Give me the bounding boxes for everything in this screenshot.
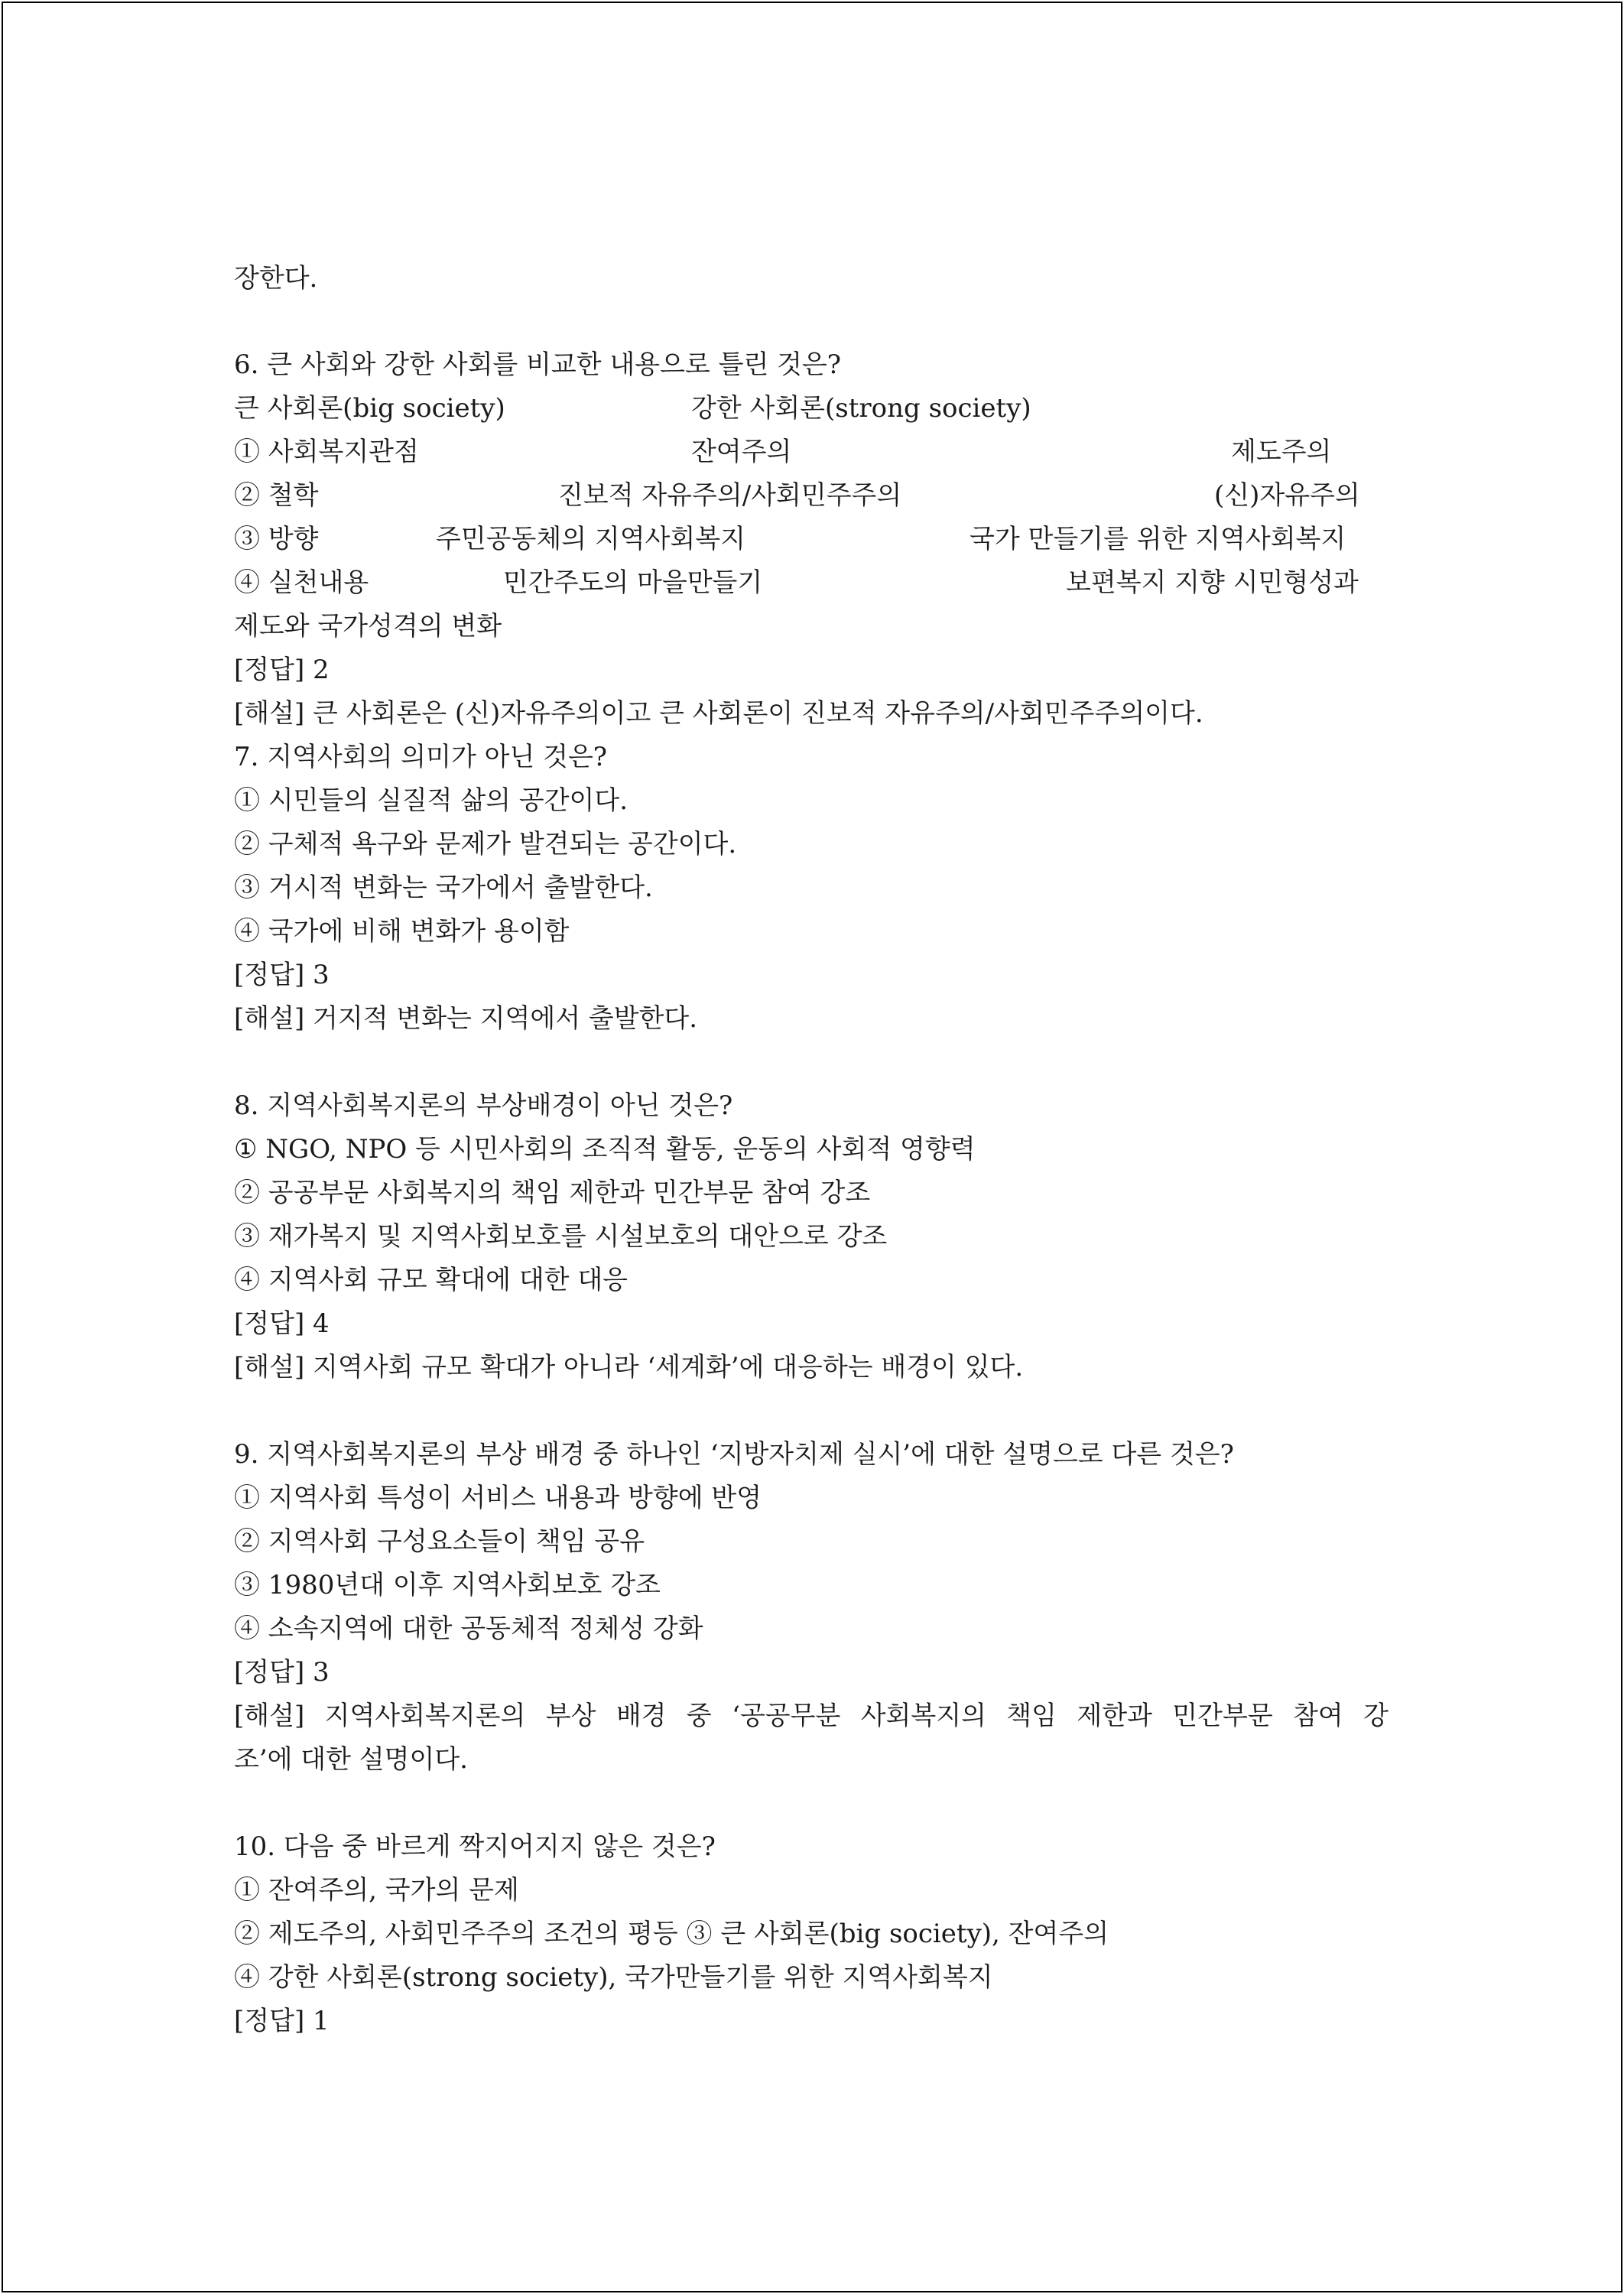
answer-10: [정답] 1: [234, 2006, 330, 2036]
question-6: 6. 큰 사회와 강한 사회를 비교한 내용으로 틀린 것은?: [234, 349, 842, 380]
q9-option-4: ④ 소속지역에 대한 공동체적 정체성 강화: [234, 1613, 703, 1644]
header-big-society: 큰 사회론(big society): [234, 393, 505, 424]
option-label: ① 사회복지관점: [234, 437, 419, 467]
explanation-8: [해설] 지역사회 규모 확대가 아니라 ‘세계화’에 대응하는 배경이 있다.: [234, 1352, 1024, 1383]
question-10: 10. 다음 중 바르게 짝지어지지 않은 것은?: [234, 1831, 716, 1862]
q6-option-1: [234, 437, 1389, 467]
option-big-society-value: 주민공동체의 지역사회복지: [436, 524, 745, 554]
q6-option-3: [234, 524, 1389, 554]
option-strong-society-value: 국가 만들기를 위한 지역사회복지: [970, 524, 1346, 554]
answer-8: [정답] 4: [234, 1308, 330, 1339]
answer-9: [정답] 3: [234, 1657, 330, 1688]
answer-6: [정답] 2: [234, 655, 330, 685]
text-line: 장한다.: [234, 263, 318, 294]
q8-option-4: ④ 지역사회 규모 확대에 대한 대응: [234, 1265, 628, 1295]
q9-option-2: ② 지역사회 구성요소들이 책임 공유: [234, 1526, 645, 1557]
option-strong-society-value: (신)자유주의: [1214, 480, 1360, 511]
option-strong-society-value: 보편복지 지향 시민형성과: [1066, 567, 1359, 598]
option-big-society-value: 진보적 자유주의/사회민주주의: [558, 480, 902, 511]
q6-table-header: [234, 393, 1389, 424]
q8-option-2: ② 공공부문 사회복지의 책임 제한과 민간부문 참여 강조: [234, 1178, 871, 1208]
explanation-9-line-1: [해설] 지역사회복지론의 부상 배경 중 ‘공공무분 사회복지의 책임 제한과 민간부문 참여 강: [234, 1701, 1389, 1731]
explanation-9-line-2: 조’에 대한 설명이다.: [234, 1744, 468, 1775]
q8-option-1: ① NGO, NPO 등 시민사회의 조직적 활동, 운동의 사회적 영향력: [234, 1134, 976, 1165]
option-big-society-value: 잔여주의: [691, 437, 792, 467]
q9-option-1: ① 지역사회 특성이 서비스 내용과 방향에 반영: [234, 1483, 762, 1513]
q6-option-2: [234, 480, 1389, 511]
explanation-7: [해설] 거지적 변화는 지역에서 출발한다.: [234, 1003, 698, 1034]
q7-option-2: ② 구체적 욕구와 문제가 발견되는 공간이다.: [234, 829, 737, 859]
q10-option-1: ① 잔여주의, 국가의 문제: [234, 1875, 519, 1906]
question-9: 9. 지역사회복지론의 부상 배경 중 하나인 ‘지방자치제 실시’에 대한 설명으로 다른 것은?: [234, 1439, 1234, 1470]
option-strong-society-value: 제도주의: [1231, 437, 1332, 467]
explanation-6: [해설] 큰 사회론은 (신)자유주의이고 큰 사회론이 진보적 자유주의/사회민주주의이다.: [234, 698, 1203, 729]
option-big-society-value: 민간주도의 마을만들기: [503, 567, 763, 598]
question-8: 8. 지역사회복지론의 부상배경이 아닌 것은?: [234, 1090, 733, 1121]
q10-option-2-3: ② 제도주의, 사회민주주의 조건의 평등 ③ 큰 사회론(big society), 잔여주의: [234, 1919, 1109, 1949]
question-7: 7. 지역사회의 의미가 아닌 것은?: [234, 742, 608, 772]
q6-option-4: [234, 567, 1389, 598]
option-label: ④ 실천내용: [234, 567, 369, 598]
q6-option-4-continued: 제도와 국가성격의 변화: [234, 611, 502, 642]
header-strong-society: 강한 사회론(strong society): [691, 393, 1031, 424]
option-label: ③ 방향: [234, 524, 319, 554]
q7-option-1: ① 시민들의 실질적 삶의 공간이다.: [234, 785, 628, 816]
q9-option-3: ③ 1980년대 이후 지역사회보호 강조: [234, 1570, 661, 1600]
q7-option-4: ④ 국가에 비해 변화가 용이함: [234, 916, 570, 947]
q7-option-3: ③ 거시적 변화는 국가에서 출발한다.: [234, 872, 653, 903]
q8-option-3: ③ 재가복지 및 지역사회보호를 시설보호의 대안으로 강조: [234, 1221, 888, 1252]
option-label: ② 철학: [234, 480, 319, 511]
q10-option-4: ④ 강한 사회론(strong society), 국가만들기를 위한 지역사회복지: [234, 1962, 993, 1993]
answer-7: [정답] 3: [234, 960, 330, 990]
